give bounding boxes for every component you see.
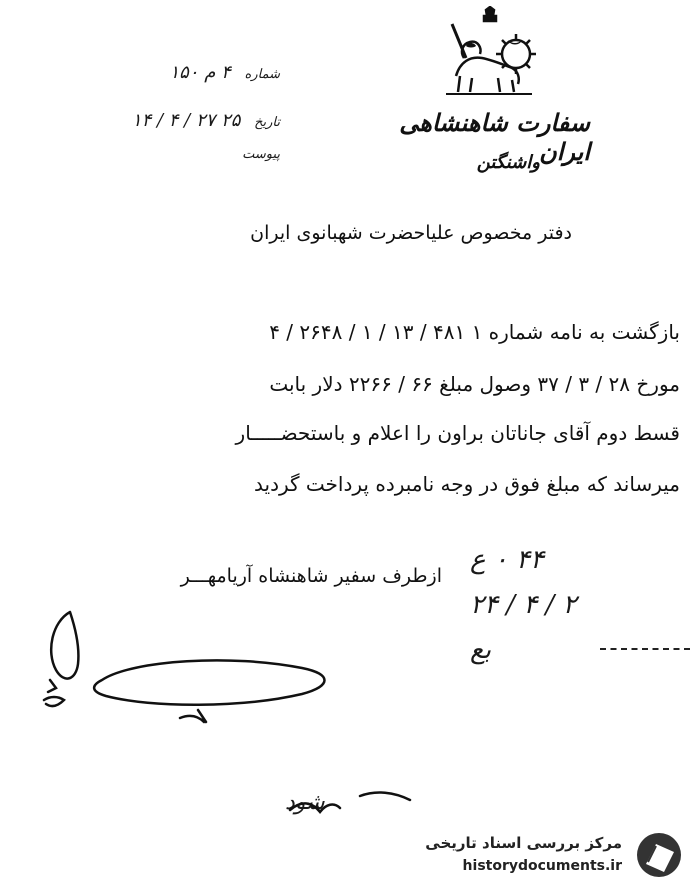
watermark-url: historydocuments.ir <box>462 858 622 874</box>
body-line: بازگشت به نامه شماره ۱ ۴۸۱ / ۱۳ / ۱ / ۲۶۴۸ / ۴ <box>269 320 680 344</box>
reference-attachment-label: پیوست <box>242 147 280 162</box>
embassy-name: سفارت شاهنشاهی ایران <box>399 108 590 166</box>
reference-date <box>132 110 280 131</box>
lion-and-sun-emblem-icon <box>438 6 538 104</box>
reference-date-value: ۲۵ ۲۷ / ۴ / ۱۴ <box>131 110 241 131</box>
dashed-divider <box>600 648 690 650</box>
reference-number-label: شماره <box>244 67 280 82</box>
body-line: مورخ ۲۸ / ۳ / ۳۷ وصول مبلغ ۶۶ / ۲۲۶۶ دلار بابت <box>269 372 680 396</box>
recipient-line: دفتر مخصوص علیاحضرت شهبانوی ایران <box>250 222 572 244</box>
watermark-title: مرکز بررسی اسناد تاریخی <box>425 834 622 852</box>
margin-note: ۴۴ ۰ ع <box>470 545 544 575</box>
body-line: قسط دوم آقای جاناتان براون را اعلام و باستحضـــــار <box>235 421 680 445</box>
footer-handwriting: شود <box>285 790 325 815</box>
city-name: واشنگتن <box>476 152 540 173</box>
signature-icon <box>30 600 330 750</box>
archive-logo-icon <box>632 830 686 880</box>
margin-note: ۲۴ / ۴ / ۲ <box>470 590 577 620</box>
scribble-icon <box>280 786 430 826</box>
margin-note: بع <box>470 635 492 665</box>
reference-number <box>170 62 280 83</box>
reference-date-label: تاریخ <box>254 115 280 130</box>
reference-number-value: ۴ م ۱۵۰ <box>169 62 231 83</box>
body-line: میرساند که مبلغ فوق در وجه نامبرده پرداخت گردید <box>254 472 680 496</box>
reference-attachment <box>234 142 280 163</box>
closing-line: ازطرف سفیر شاهنشاه آریامهـــر <box>180 565 442 587</box>
